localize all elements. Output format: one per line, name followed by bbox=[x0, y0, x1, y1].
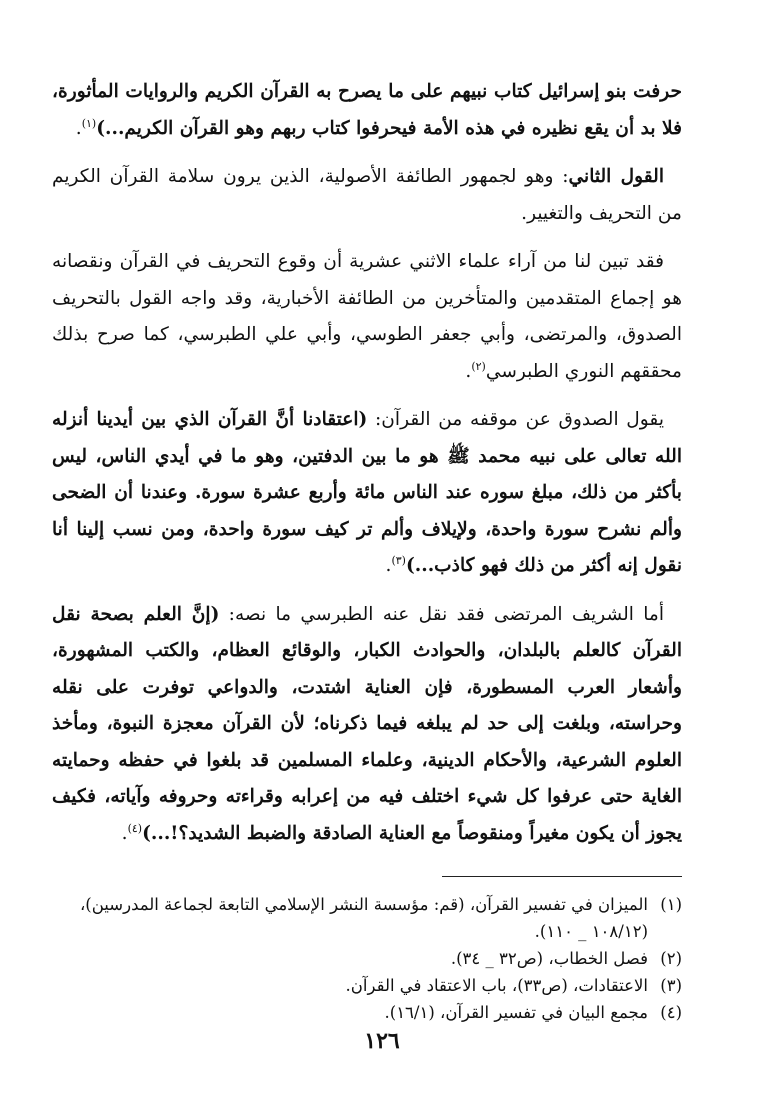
page-number: ١٢٦ bbox=[364, 1028, 400, 1054]
paragraph-text: يقول الصدوق عن موقفه من القرآن: bbox=[367, 409, 664, 430]
footnote-text: مجمع البيان في تفسير القرآن، (١٦/١). bbox=[384, 1003, 648, 1022]
quoted-text: حرفت بنو إسرائيل كتاب نبيهم على ما يصرح به القرآن الكريم والروايات المأثورة، فلا بد أن يقع نظيره في هذه الأمة فيحرفوا كتاب ربهم وهو القرآن الكريم...) bbox=[52, 81, 682, 139]
body-paragraph bbox=[52, 402, 682, 585]
footnote bbox=[52, 891, 682, 945]
footnotes bbox=[52, 891, 682, 1026]
quoted-text: القول الثاني bbox=[568, 166, 664, 187]
paragraph-text: فقد تبين لنا من آراء علماء الاثني عشرية أن وقوع التحريف في القرآن ونقصانه هو إجماع المتقدمين والمتأخرين من الطائفة الأخبارية، وقد واجه القول بالتحريف الصدوق، والمرتضى، وأبي جعفر الطوسي، وأبي علي الطبرسي، كما صرح بذلك محققهم النوري الطبرسي bbox=[52, 251, 682, 382]
paragraph-text: . bbox=[121, 822, 128, 844]
footnote-text: فصل الخطاب، (ص٣٢ _ ٣٤). bbox=[450, 949, 648, 968]
quoted-text: (إنَّ العلم بصحة نقل القرآن كالعلم بالبلدان، والحوادث الكبار، والوقائع العظام، والكتب المشهورة، وأشعار العرب المسطورة، فإن العناية اشتدت، والدواعي توفرت على نقله وحراسته، وبلغت إلى حد لم يبلغه فيما ذكرناه؛ لأن القرآن معجزة النبوة، ومأخذ العلوم الشرعية، والأحكام الدينية، وعلماء المسلمين قد بلغوا في حفظه وحمايته الغاية حتى عرفوا كل شيء اختلف فيه من إعرابه وقراءته وحروفه وآياته، فكيف يجوز أن يكون مغيراً ومنقوصاً مع العناية الصادقة والضبط الشديد؟!...) bbox=[52, 603, 682, 844]
footnote bbox=[52, 945, 682, 972]
paragraph-text: . bbox=[465, 360, 472, 382]
footnote-ref: (٤) bbox=[127, 821, 143, 835]
body-paragraph bbox=[52, 74, 682, 147]
quoted-text: (اعتقادنا أنَّ القرآن الذي بين أيدينا أنزله الله تعالى على نبيه محمد ﷺ هو ما بين الدفتين، وهو ما في أيدي الناس، ليس بأكثر من ذلك، مبلغ سوره عند الناس مائة وأربع عشرة سورة. وعندنا أن الضحى وألم نشرح سورة واحدة، ولإيلاف وألم تر كيف سورة واحدة، ومن نسب إلينا أنا نقول إنه أكثر من ذلك فهو كاذب...) bbox=[52, 409, 682, 576]
paragraph-text: . bbox=[385, 555, 392, 576]
paragraph-text: أما الشريف المرتضى فقد نقل عنه الطبرسي ما نصه: bbox=[219, 603, 664, 625]
footnote-text: الاعتقادات، (ص٣٣)، باب الاعتقاد في القرآن. bbox=[345, 976, 648, 995]
footnote-number: (٣) bbox=[660, 976, 682, 995]
body-paragraph bbox=[52, 597, 682, 853]
footnote bbox=[52, 972, 682, 999]
footnote-ref: (٢) bbox=[471, 359, 486, 373]
footnote-number: (٢) bbox=[660, 949, 682, 968]
body-paragraph bbox=[52, 159, 682, 232]
footnote-ref: (١) bbox=[81, 116, 97, 130]
footnote bbox=[52, 999, 682, 1026]
paragraph-text: : وهو لجمهور الطائفة الأصولية، الذين يرون سلامة القرآن الكريم من التحريف والتغيير. bbox=[52, 166, 682, 224]
footnote-separator bbox=[442, 876, 682, 877]
footnote-number: (٤) bbox=[660, 1003, 682, 1022]
paragraph-text: . bbox=[75, 117, 82, 139]
footnote-number: (١) bbox=[660, 895, 682, 914]
body-text bbox=[52, 74, 682, 852]
footnote-ref: (٣) bbox=[391, 553, 406, 567]
body-paragraph bbox=[52, 244, 682, 390]
footnote-text: الميزان في تفسير القرآن، (قم: مؤسسة النشر الإسلامي التابعة لجماعة المدرسين)، (١٠٨/١٢ _ ١١٠). bbox=[79, 895, 648, 941]
